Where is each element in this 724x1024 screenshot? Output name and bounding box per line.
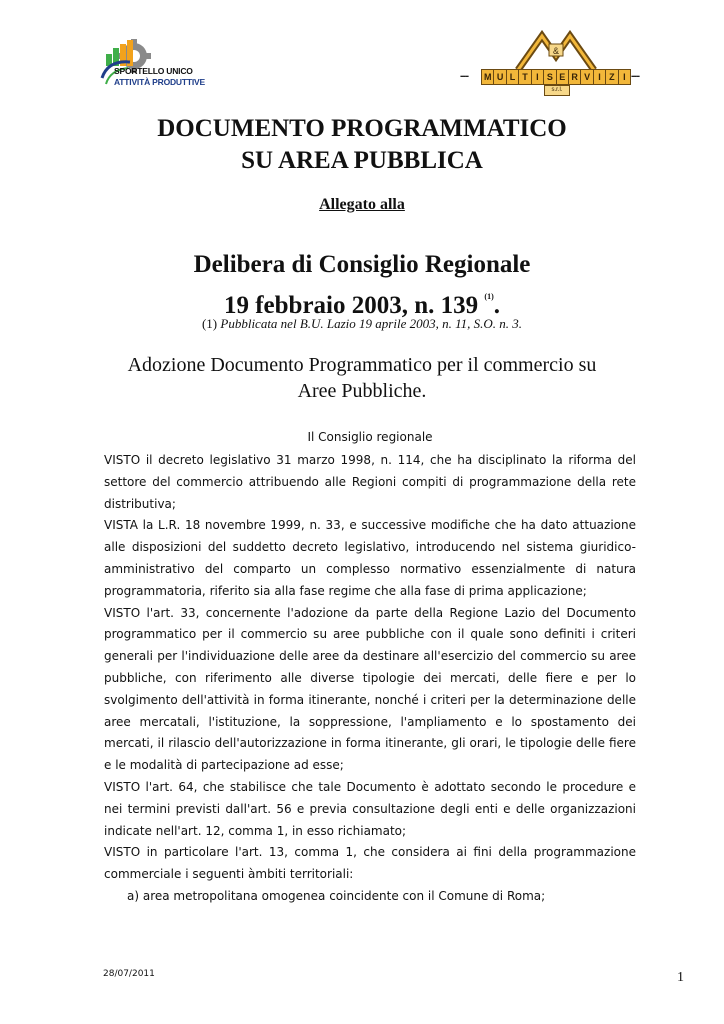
logo-letter: M xyxy=(482,70,494,84)
adozione-heading xyxy=(0,352,724,404)
logo-letter: I xyxy=(623,72,626,82)
delibera-period: . xyxy=(493,292,500,319)
page-number: 1 xyxy=(677,970,684,985)
logo-letter: I xyxy=(594,70,606,84)
body-heading: Il Consiglio regionale xyxy=(307,430,433,444)
logo-letter: T xyxy=(519,70,531,84)
logo-letter: I xyxy=(532,70,544,84)
ampersand-mark: & xyxy=(552,46,560,56)
footnote-text: Pubblicata nel B.U. Lazio 19 aprile 2003, n. 11, S.O. n. 3. xyxy=(220,316,523,331)
logo-letter: U xyxy=(494,70,506,84)
footnote-marker: (1) xyxy=(201,316,218,331)
srl-label: s.r.l. xyxy=(544,85,570,96)
dash-left-decoration: --- xyxy=(460,70,468,82)
sportello-logo-line2: ATTIVITÀ PRODUTTIVE xyxy=(114,77,205,87)
adozione-line2: Aree Pubbliche. xyxy=(297,380,427,402)
adozione-line1: Adozione Documento Programmatico per il commercio su xyxy=(127,354,597,376)
logo-letter: V xyxy=(581,70,593,84)
logo-letter: S xyxy=(544,70,556,84)
sportello-unico-logo xyxy=(100,38,212,96)
list-item: a) area metropolitana omogenea coincidente con il Comune di Roma; xyxy=(127,888,546,903)
body-text xyxy=(104,450,636,908)
delibera-date: 19 febbraio 2003, n. 139 xyxy=(223,292,479,319)
paragraph: VISTO il decreto legislativo 31 marzo 1998, n. 114, che ha disciplinato la riforma del settore del commercio attribuendo alle Regioni compiti di programmazione della rete distributiva; xyxy=(104,453,636,511)
paragraph: VISTO l'art. 33, concernente l'adozione da parte della Regione Lazio del Documento programmatico per il commercio su aree pubbliche con il quale sono definiti i criteri generali per l'individuazione delle aree da destinare all'esercizio del commercio su aree pubbliche, con riferimento alle diverse tipologie dei mercati, delle fiere e per lo svolgimento dell'attività in forma itinerante, nonché i criteri per la determinazione delle aree mercatali, l'istituzione, la soppressione, l'ampliamento e lo spostamento dei mercati, il rilascio dell'autorizzazione in forma itinerante, gli orari, le tipologie delle fiere e le modalità di partecipazione ad esse; xyxy=(104,605,636,773)
multiservizi-logo xyxy=(460,30,650,98)
footnote-ref: (1) xyxy=(484,292,494,301)
delibera-heading xyxy=(0,249,724,322)
sportello-logo-text xyxy=(114,66,205,88)
dash-right-decoration: --- xyxy=(631,70,639,82)
title-line1: DOCUMENTO PROGRAMMATICO xyxy=(157,115,567,142)
multiservizi-band xyxy=(481,69,631,85)
sportello-logo-line1: SPORTELLO UNICO xyxy=(114,66,193,76)
paragraph: VISTO in particolare l'art. 13, comma 1, che considera ai fini della programmazione commerciale i seguenti àmbiti territoriali: xyxy=(104,845,636,882)
logo-letter: Z xyxy=(606,70,618,84)
paragraph: VISTA la L.R. 18 novembre 1999, n. 33, e successive modifiche che ha dato attuazione alle disposizioni del suddetto decreto legislativo, introducendo nel sistema giuridico-amministrativo del comparto un complesso normativo essenzialmente di natura programmatoria, riferito sia alla fase regime che alla fase di prima applicazione; xyxy=(104,518,636,598)
logo-letter: L xyxy=(507,70,519,84)
paragraph: VISTO l'art. 64, che stabilisce che tale Documento è adottato secondo le procedure e nei termini previsti dall'art. 56 e previa consultazione degli enti e delle organizzazioni indicate nell'art. 12, comma 1, in esso richiamato; xyxy=(104,779,636,838)
document-title xyxy=(0,113,724,177)
logo-letter: E xyxy=(557,70,569,84)
delibera-line1: Delibera di Consiglio Regionale xyxy=(193,251,531,278)
footer-date: 28/07/2011 xyxy=(103,969,155,979)
allegato-heading: Allegato alla xyxy=(319,196,405,213)
footnote xyxy=(0,316,724,332)
logo-letter: R xyxy=(569,70,581,84)
title-line2: SU AREA PUBBLICA xyxy=(241,147,483,174)
